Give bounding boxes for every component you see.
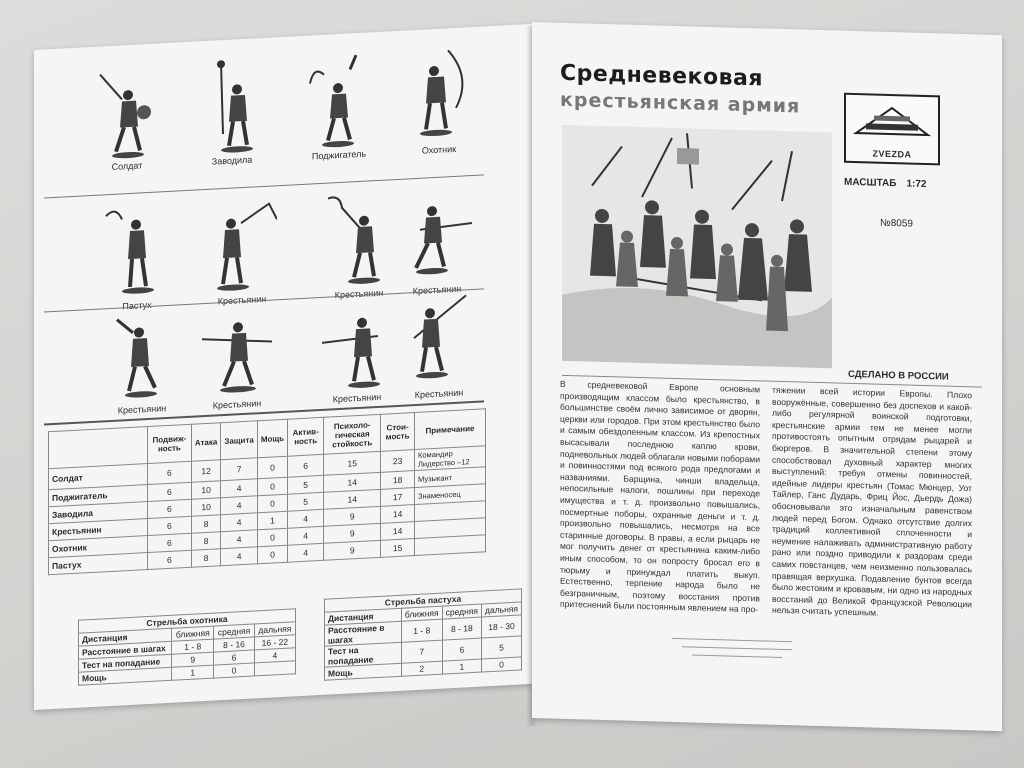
peasant-halberd-figure-icon (322, 295, 392, 394)
table-cell: Мощь (325, 663, 402, 680)
table-cell: 18 (381, 471, 415, 490)
right-page (532, 22, 1002, 731)
table-cell: 0 (257, 494, 287, 513)
table-cell: 6 (148, 499, 192, 518)
table-cell: 5 (482, 636, 522, 659)
table-cell: средняя (442, 604, 481, 619)
figure-caption: Пастух (122, 299, 152, 312)
soldier-figure-icon (92, 63, 162, 162)
figure-row-1 (52, 45, 502, 189)
figure-peasant-halberd (322, 295, 392, 409)
table-cell: 0 (214, 663, 255, 678)
table-cell: Дистанция (79, 628, 172, 646)
figure-peasant-glaive (404, 291, 474, 405)
table-cell: 14 (381, 522, 415, 541)
hunter-table-title: Стрельба охотника (79, 609, 296, 633)
table-cell: 14 (324, 472, 381, 492)
table-cell: Заводила (49, 502, 148, 524)
peasant-pitchfork-figure-icon (402, 187, 472, 286)
table-cell: 8 - 18 (442, 617, 481, 640)
table-cell: 1 (172, 665, 214, 680)
table-cell: 4 (254, 648, 295, 663)
figure-caption: Солдат (111, 160, 143, 172)
decor-line (692, 654, 782, 658)
table-cell: 1 - 8 (401, 619, 442, 642)
stats-header: Защита (221, 421, 258, 460)
table-cell: 18 - 30 (482, 615, 522, 638)
table-cell: 10 (191, 498, 221, 517)
table-cell: 23 (381, 450, 415, 473)
table-cell: 1 - 8 (172, 639, 214, 654)
table-cell: дальняя (482, 602, 522, 617)
figure-caption: Поджигатель (311, 148, 367, 162)
left-page (34, 24, 532, 710)
table-cell: 9 (324, 506, 381, 526)
table-cell: 8 (191, 515, 221, 534)
table-cell: 0 (257, 477, 287, 496)
table-cell: 0 (482, 657, 522, 672)
table-cell: Расстояние в шагах (79, 641, 172, 659)
table-cell: 4 (221, 513, 258, 532)
battle-illustration (562, 125, 832, 369)
table-cell: Солдат (49, 464, 148, 490)
history-text-column-2: тяжении всей истории Европы. Плохо вооружённые, совершенно без доспехов и какой-либо регулярной воинской подготовки, крестьянские армии тем не менее могли противостоять опытным отрядам рыцарей и бюргеров. В значительной степени этому способствовал духовный характер многих выступлений: требуя отмены повинностей, идейные лидеры крестьян (Томас Мюнцер, Уот Тайлер, Ганс Дударь, Фриц Йос, Дьердь Дожа) обосновывали это изначальным равенством людей перед Богом. Однако отсутствие долгих традиций коллективной сплоченности и неумение налаживать административную работу рано или поздно приводили к раздорам среди самих повстанцев, чем неизменно пользовалась правящая верхушка. Подавление бунтов всегда было жестоким и кровавым, ни одно из народных восстаний до Великой Французской Революции нельзя считать успешным. (772, 384, 972, 618)
table-cell: Командир Лидерство –12 (415, 446, 486, 471)
title-line-2: крестьянская армия (560, 88, 801, 118)
figure-caption: Крестьянин (412, 283, 462, 297)
table-cell: 8 (191, 532, 221, 551)
table-cell: 1 (442, 659, 481, 674)
table-cell: Тест на попадание (325, 642, 402, 667)
stats-header: Стои-мость (381, 413, 415, 452)
table-cell: Тест на попадание (79, 654, 172, 672)
figure-peasant-spear (202, 302, 272, 416)
history-text-column-1: В средневековой Европе основным производящим классом было крестьянство, в большинстве своём лично зависимое от дворян, церкви или городов. При этом крестьянство было и самым обездоленным классом. Из крепостных высасывали последнюю каплю крови, подневольных людей облагали новыми поборами и повинностями под всякого рода предлогами и названиями. Барщина, чинши владельца, непосильные налоги, пошлины при переходе имущества и т. д. произвольно повышались, посмертные поборы, охранные деньги и т. д. произвольно повышались, несмотря на все старинные договоры. В правы, а если рыцарь не мог получить денег от крестьянина каким-либо иным способом, то он попросту бросал его в тюрьму и принуждал платить выкуп. Естественно, терпение народа было не безграничным, поэтому восстания против притеснений были постоянным явлением на про- (560, 378, 760, 615)
stats-header: Подвиж-ность (148, 424, 192, 463)
scale-info (844, 177, 926, 190)
table-cell: Охотник (49, 536, 148, 558)
table-cell: 1 (257, 511, 287, 530)
battle-scene-icon (562, 125, 832, 369)
stats-table (48, 408, 486, 575)
figure-caption: Крестьянин (217, 293, 267, 307)
peasant-glaive-figure-icon (404, 291, 474, 390)
table-cell: 0 (257, 528, 287, 547)
figure-shepherd (102, 203, 172, 317)
decor-line (672, 638, 792, 642)
figure-peasant-club (107, 307, 177, 421)
table-cell: 17 (381, 488, 415, 507)
figure-caption: Крестьянин (332, 391, 382, 405)
table-cell: 9 (324, 540, 381, 560)
stats-header: Актив-ность (288, 417, 324, 456)
table-cell: 4 (221, 547, 258, 566)
table-cell: 4 (221, 530, 258, 549)
table-cell: 6 (288, 454, 324, 477)
shepherd-table-title: Стрельба пастуха (325, 589, 522, 612)
stats-header: Атака (191, 423, 221, 462)
table-cell: 15 (324, 451, 381, 475)
table-cell: 4 (221, 479, 258, 498)
title-line-1: Средневековая (560, 60, 763, 92)
table-cell: 7 (401, 640, 442, 663)
scale-value: 1:72 (906, 178, 927, 191)
arsonist-figure-icon (304, 52, 374, 151)
scale-label: МАСШТАБ (844, 176, 897, 190)
table-cell: 5 (288, 492, 324, 511)
table-cell: 12 (191, 460, 221, 483)
peasant-flail-figure-icon (207, 197, 277, 296)
kit-number: №8059 (880, 217, 913, 230)
shepherd-figure-icon (102, 203, 172, 302)
peasant-spear-figure-icon (202, 302, 272, 401)
shepherd-range-table (324, 588, 522, 680)
table-cell: 15 (381, 539, 415, 558)
figure-peasant-scythe (324, 191, 394, 305)
star-logo-icon (846, 95, 938, 148)
figure-caption: Крестьянин (117, 403, 167, 416)
figure-caption: Крестьянин (334, 287, 384, 301)
table-cell: средняя (214, 624, 255, 639)
table-cell: 6 (214, 650, 255, 665)
figure-peasant-flail (207, 197, 277, 311)
table-cell: 4 (288, 509, 324, 528)
table-cell: 0 (257, 456, 287, 479)
table-cell: 9 (172, 652, 214, 667)
table-cell: 9 (324, 523, 381, 543)
figure-caption: Крестьянин (212, 398, 262, 411)
table-cell: 6 (148, 550, 192, 569)
decor-line (682, 646, 792, 650)
figure-caption: Охотник (421, 143, 457, 156)
table-cell (254, 661, 295, 676)
stats-header (49, 427, 148, 469)
figure-ringleader (197, 58, 267, 172)
stats-header: Мощь (257, 419, 287, 458)
table-cell: Поджигатель (49, 485, 148, 507)
table-cell: 2 (401, 661, 442, 676)
hunter-range-table (78, 608, 296, 685)
figure-caption: Крестьянин (414, 387, 464, 401)
peasant-club-figure-icon (107, 307, 177, 406)
hunter-figure-icon (404, 47, 474, 146)
table-cell: ближняя (401, 606, 442, 621)
table-cell: Пастух (49, 553, 148, 575)
table-cell: Музыкант (415, 467, 486, 488)
table-cell: ближняя (172, 626, 214, 641)
zvezda-logo (844, 93, 940, 166)
table-cell: 8 (191, 549, 221, 568)
table-cell: дальняя (254, 622, 295, 637)
table-cell: 10 (191, 481, 221, 500)
table-cell: 16 - 22 (254, 635, 295, 650)
table-cell: 0 (257, 545, 287, 564)
figure-hunter (404, 47, 474, 161)
table-cell: 7 (221, 458, 258, 481)
table-cell: 4 (221, 496, 258, 515)
table-cell: Крестьянин (49, 519, 148, 541)
table-cell: Дистанция (325, 608, 402, 625)
table-cell: Расстояние в шагах (325, 621, 402, 646)
made-in-label: СДЕЛАНО В РОССИИ (848, 368, 949, 383)
figure-arsonist (304, 52, 374, 166)
table-cell: 5 (288, 475, 324, 494)
ringleader-figure-icon (197, 58, 267, 157)
stats-header: Психоло-гическая стойкость (324, 414, 381, 454)
table-cell: Знаменосец (415, 484, 486, 505)
table-cell: 6 (442, 638, 481, 661)
logo-text: ZVEZDA (872, 148, 912, 160)
figure-soldier (92, 63, 162, 177)
table-cell (415, 535, 486, 556)
table-cell: 4 (288, 543, 324, 562)
figure-caption: Заводила (211, 154, 253, 167)
figure-peasant-pitchfork (402, 187, 472, 301)
table-cell: 4 (288, 526, 324, 545)
table-cell: 6 (148, 533, 192, 552)
peasant-scythe-figure-icon (324, 191, 394, 290)
stats-header: Примечание (415, 409, 486, 450)
table-cell: 14 (324, 489, 381, 509)
table-cell: 14 (381, 505, 415, 524)
table-cell: Мощь (79, 667, 172, 685)
table-cell: 8 - 16 (214, 637, 255, 652)
table-cell: 6 (148, 482, 192, 501)
table-cell: 6 (148, 461, 192, 484)
table-cell: 6 (148, 516, 192, 535)
